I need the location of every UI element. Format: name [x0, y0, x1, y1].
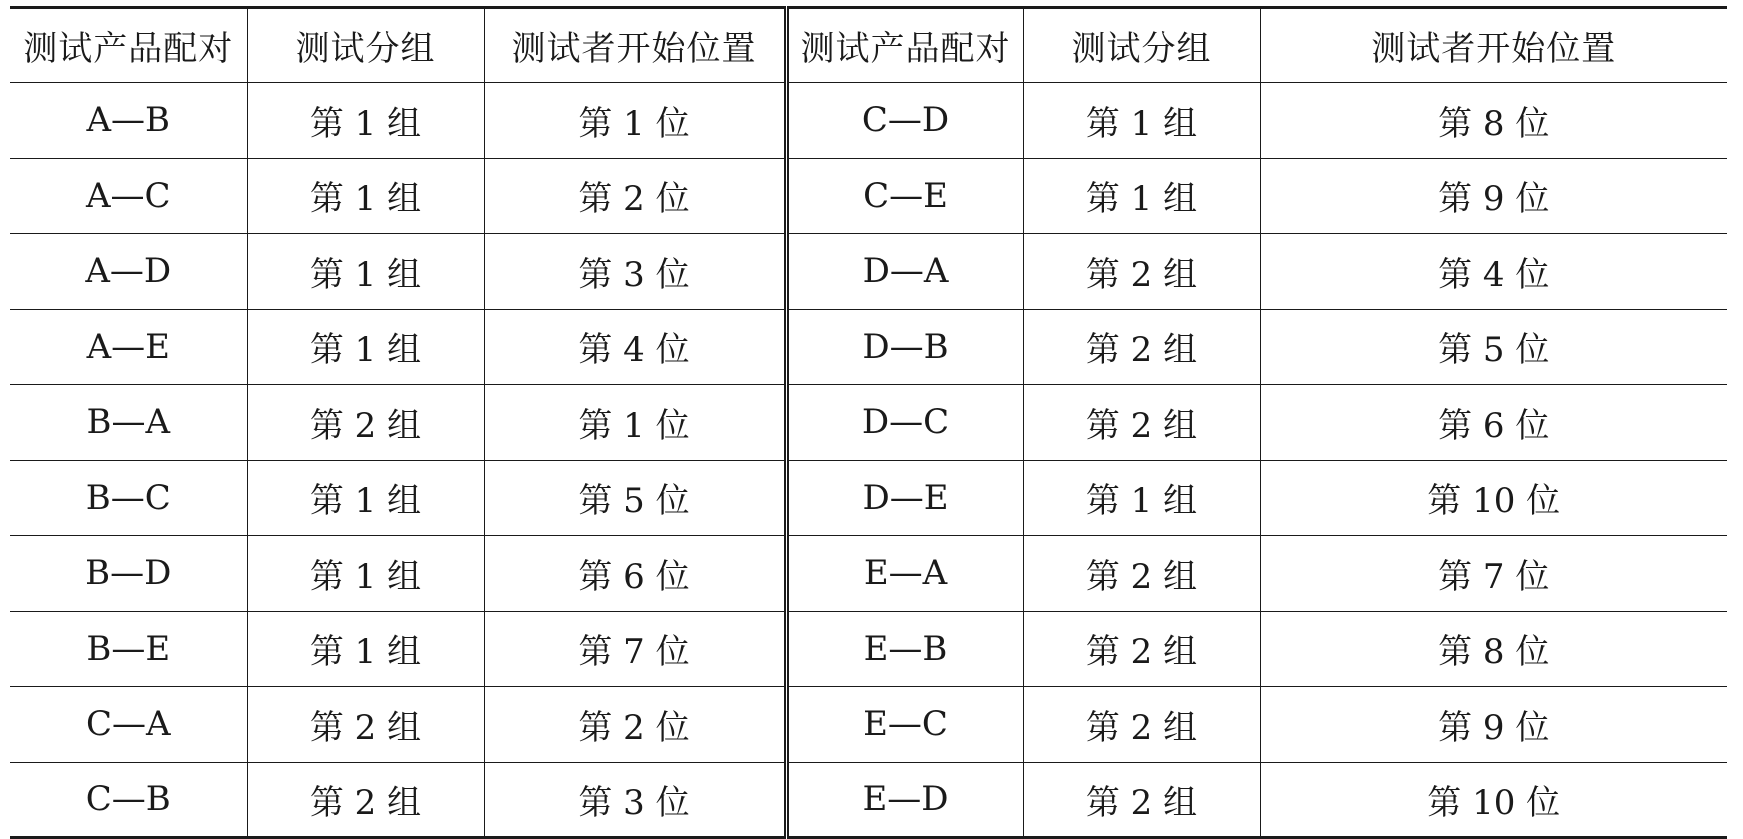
cell-start-position: 第 8 位	[1260, 611, 1727, 687]
cell-product-pair: D—A	[786, 234, 1023, 310]
cell-start-position: 第 8 位	[1260, 83, 1727, 159]
cell-product-pair: D—B	[786, 309, 1023, 385]
cell-start-position: 第 2 位	[484, 158, 786, 234]
cell-test-group: 第 1 组	[1023, 83, 1260, 159]
cell-test-group: 第 2 组	[247, 762, 484, 838]
cell-product-pair: B—E	[10, 611, 247, 687]
cell-test-group: 第 2 组	[1023, 762, 1260, 838]
cell-start-position: 第 9 位	[1260, 158, 1727, 234]
table-header-row	[10, 8, 1727, 83]
table-row	[10, 385, 1727, 461]
cell-start-position: 第 1 位	[484, 385, 786, 461]
header-test-group: 测试分组	[1023, 8, 1260, 83]
header-product-pair: 测试产品配对	[10, 8, 247, 83]
cell-test-group: 第 1 组	[1023, 158, 1260, 234]
cell-product-pair: C—D	[786, 83, 1023, 159]
cell-product-pair: A—E	[10, 309, 247, 385]
table-row	[10, 234, 1727, 310]
cell-start-position: 第 10 位	[1260, 762, 1727, 838]
cell-test-group: 第 2 组	[1023, 234, 1260, 310]
table-row	[10, 158, 1727, 234]
cell-product-pair: E—D	[786, 762, 1023, 838]
test-position-table	[10, 6, 1727, 839]
cell-test-group: 第 2 组	[1023, 536, 1260, 612]
cell-product-pair: E—C	[786, 687, 1023, 763]
cell-product-pair: C—E	[786, 158, 1023, 234]
cell-start-position: 第 7 位	[484, 611, 786, 687]
cell-product-pair: B—A	[10, 385, 247, 461]
cell-start-position: 第 1 位	[484, 83, 786, 159]
cell-start-position: 第 4 位	[484, 309, 786, 385]
cell-product-pair: D—C	[786, 385, 1023, 461]
header-start-position: 测试者开始位置	[1260, 8, 1727, 83]
header-test-group: 测试分组	[247, 8, 484, 83]
cell-test-group: 第 1 组	[247, 611, 484, 687]
cell-product-pair: E—A	[786, 536, 1023, 612]
cell-product-pair: A—D	[10, 234, 247, 310]
cell-test-group: 第 2 组	[1023, 687, 1260, 763]
cell-start-position: 第 3 位	[484, 234, 786, 310]
cell-product-pair: A—C	[10, 158, 247, 234]
table-row	[10, 687, 1727, 763]
cell-start-position: 第 6 位	[484, 536, 786, 612]
cell-test-group: 第 1 组	[247, 83, 484, 159]
cell-start-position: 第 5 位	[1260, 309, 1727, 385]
cell-test-group: 第 1 组	[247, 536, 484, 612]
cell-start-position: 第 5 位	[484, 460, 786, 536]
cell-start-position: 第 6 位	[1260, 385, 1727, 461]
table-row	[10, 762, 1727, 838]
cell-start-position: 第 2 位	[484, 687, 786, 763]
cell-product-pair: B—C	[10, 460, 247, 536]
cell-test-group: 第 2 组	[1023, 385, 1260, 461]
cell-product-pair: D—E	[786, 460, 1023, 536]
table-row	[10, 536, 1727, 612]
table-row	[10, 460, 1727, 536]
cell-product-pair: C—A	[10, 687, 247, 763]
cell-test-group: 第 2 组	[247, 385, 484, 461]
cell-start-position: 第 10 位	[1260, 460, 1727, 536]
cell-test-group: 第 2 组	[247, 687, 484, 763]
header-product-pair: 测试产品配对	[786, 8, 1023, 83]
cell-test-group: 第 1 组	[1023, 460, 1260, 536]
table-row	[10, 309, 1727, 385]
cell-product-pair: A—B	[10, 83, 247, 159]
cell-start-position: 第 9 位	[1260, 687, 1727, 763]
table-row	[10, 611, 1727, 687]
table-row	[10, 83, 1727, 159]
cell-test-group: 第 1 组	[247, 309, 484, 385]
cell-test-group: 第 1 组	[247, 158, 484, 234]
cell-product-pair: B—D	[10, 536, 247, 612]
header-start-position: 测试者开始位置	[484, 8, 786, 83]
cell-product-pair: E—B	[786, 611, 1023, 687]
cell-start-position: 第 7 位	[1260, 536, 1727, 612]
cell-product-pair: C—B	[10, 762, 247, 838]
cell-test-group: 第 1 组	[247, 234, 484, 310]
cell-test-group: 第 2 组	[1023, 611, 1260, 687]
cell-start-position: 第 3 位	[484, 762, 786, 838]
cell-start-position: 第 4 位	[1260, 234, 1727, 310]
cell-test-group: 第 2 组	[1023, 309, 1260, 385]
cell-test-group: 第 1 组	[247, 460, 484, 536]
